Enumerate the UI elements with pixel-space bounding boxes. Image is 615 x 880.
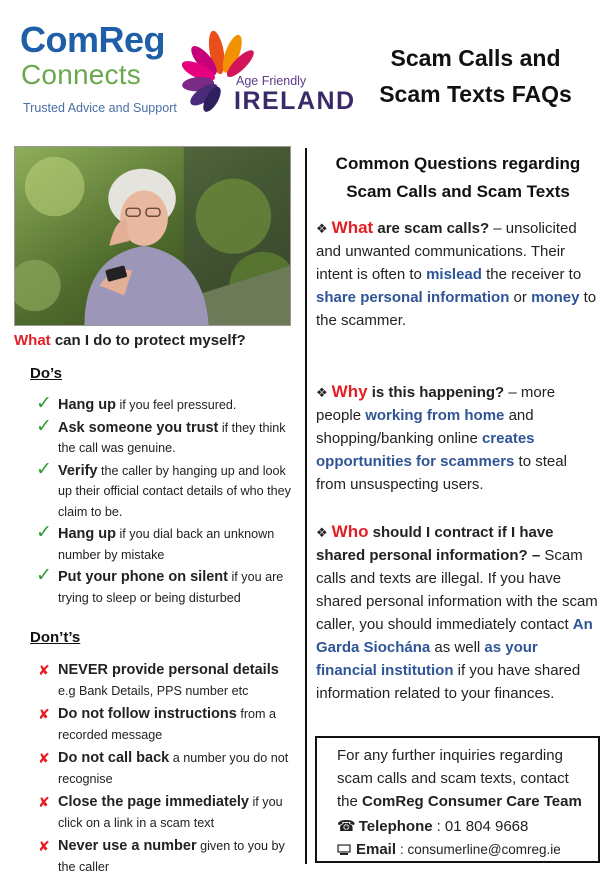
donts-item (36, 836, 292, 877)
dos-item-bold: Hang up (58, 526, 116, 542)
dos-item (36, 415, 292, 459)
phone-value[interactable]: : 01 804 9668 (436, 818, 529, 835)
donts-item-bold: Never use a number (58, 838, 197, 854)
connects-logo-text: Connects (21, 59, 141, 90)
faq-what-highlight: money (531, 289, 580, 306)
faq-what-highlight: mislead (426, 266, 482, 283)
donts-item-bold: Close the page immediately (58, 794, 249, 810)
faq-who-answer: as well (430, 639, 485, 656)
contact-phone (337, 815, 588, 838)
diamond-bullet-icon: ❖ (316, 525, 328, 540)
dos-item-text: if you are trying to sleep or being disturbed (58, 570, 284, 605)
comreg-logo-text: ComReg (20, 19, 166, 60)
elderly-woman-on-phone-image (15, 147, 290, 325)
dos-item-text: if you feel pressured. (116, 398, 237, 412)
dos-item (36, 395, 292, 416)
dos-item-text: if they think the call was genuine. (58, 420, 286, 455)
faq-why-answer: to steal from unsuspecting users. (316, 453, 567, 493)
donts-item-bold: NEVER provide personal details (58, 662, 279, 678)
cross-icon: ✘ (38, 662, 50, 678)
protect-heading-what: What (14, 332, 51, 349)
donts-item (36, 748, 292, 789)
contact-intro-text: For any further inquiries regarding scam calls and scam texts, contact the (337, 747, 569, 810)
donts-item-text: if you click on a link in a scam text (58, 795, 283, 830)
telephone-icon: ☎ (337, 818, 356, 835)
faq-heading-line-1: Common Questions regarding (335, 154, 581, 173)
diamond-bullet-icon: ❖ (316, 385, 328, 400)
phone-label: Telephone (358, 818, 433, 835)
dos-item-text: the caller by hanging up and look up their official contact details of who they claim to be. (58, 463, 291, 519)
faq-why-highlight: creates opportunities for scammers (316, 430, 535, 470)
protect-heading-rest: can I do to protect myself? (50, 332, 246, 349)
cross-icon: ✘ (38, 750, 50, 766)
diamond-bullet-icon: ❖ (316, 221, 328, 236)
protect-heading (14, 332, 304, 349)
donts-item-bold: Do not follow instructions (58, 706, 237, 722)
checkmark-icon: ✓ (36, 565, 52, 586)
faq-who-answer: if you have shared information related to your finances. (316, 662, 581, 702)
checkmark-icon: ✓ (36, 522, 52, 543)
contact-intro (337, 744, 588, 813)
dos-item-bold: Ask someone you trust (58, 419, 219, 436)
cross-icon: ✘ (38, 838, 50, 854)
faq-what-qword: What (331, 218, 374, 237)
faq-why-highlight: working from home (365, 407, 505, 424)
contact-team: ComReg Consumer Care Team (362, 793, 582, 810)
faq-why-qword: Why (331, 382, 368, 401)
email-value[interactable]: : consumerline@comreg.ie (400, 842, 561, 857)
dos-item-bold: Verify (58, 462, 98, 479)
faq-who-highlight: as your financial institution (316, 639, 538, 679)
faq-why-answer: and shopping/banking online (316, 407, 534, 447)
faq-what-highlight: share personal information (316, 289, 510, 306)
donts-item-text: given to you by the caller (58, 839, 285, 874)
donts-title: Don’t’s (30, 629, 81, 646)
contact-box (315, 736, 600, 863)
age-friendly-label: Age Friendly (236, 74, 307, 88)
faq-what-answer: the receiver to (481, 266, 582, 283)
computer-icon (337, 844, 351, 856)
faq-what-question: are scam calls? (373, 220, 490, 237)
faq-who-question: should I contract if I have shared personal information? – (316, 524, 554, 564)
title-line-2: Scam Texts FAQs (379, 81, 572, 107)
faq-what-answer: – unsolicited and unwanted communications. Their intent is often to (316, 220, 577, 283)
faq-what (316, 216, 601, 332)
faq-what-answer: or (509, 289, 532, 306)
faq-who-qword: Who (331, 522, 369, 541)
donts-item (36, 660, 292, 701)
donts-list (36, 660, 292, 877)
checkmark-icon: ✓ (36, 393, 52, 414)
dos-item-bold: Hang up (58, 397, 116, 413)
faq-heading-line-2: Scam Calls and Scam Texts (346, 182, 570, 201)
donts-item-text: a number you do not recognise (58, 751, 289, 786)
document-title (348, 40, 603, 112)
logo-tagline: Trusted Advice and Support (23, 101, 177, 115)
photo-frame (14, 146, 291, 326)
faq-who-answer: Scam calls and texts are illegal. If you have shared personal information with the scam caller, you should immediately contact (316, 547, 598, 633)
faq-why-answer: – more people (316, 384, 556, 424)
faq-what-answer: to the scammer. (316, 289, 597, 329)
cross-icon: ✘ (38, 794, 50, 810)
faq-heading (316, 150, 600, 206)
faq-why (316, 380, 601, 496)
faq-why-question: is this happening? (367, 384, 505, 401)
faq-who-highlight: An Garda Siochána (316, 616, 593, 656)
checkmark-icon: ✓ (36, 415, 52, 437)
donts-item (36, 792, 292, 833)
checkmark-icon: ✓ (36, 458, 52, 480)
dos-item (36, 458, 292, 523)
dos-title: Do’s (30, 365, 62, 382)
ireland-label: IRELAND (234, 87, 356, 115)
donts-item (36, 704, 292, 745)
dos-item (36, 524, 292, 565)
dos-item-bold: Put your phone on silent (58, 569, 228, 585)
dos-item (36, 567, 292, 608)
title-line-1: Scam Calls and (390, 45, 561, 71)
faq-who (316, 520, 601, 705)
donts-item-text: from a recorded message (58, 707, 277, 742)
column-divider (305, 148, 307, 864)
cross-icon: ✘ (38, 706, 50, 722)
email-label: Email (356, 841, 397, 858)
dos-item-text: if you dial back an unknown number by mistake (58, 527, 275, 562)
dos-list (36, 395, 292, 608)
donts-item-bold: Do not call back (58, 750, 170, 766)
donts-item-text: e.g Bank Details, PPS number etc (58, 683, 249, 698)
contact-email (337, 838, 588, 861)
